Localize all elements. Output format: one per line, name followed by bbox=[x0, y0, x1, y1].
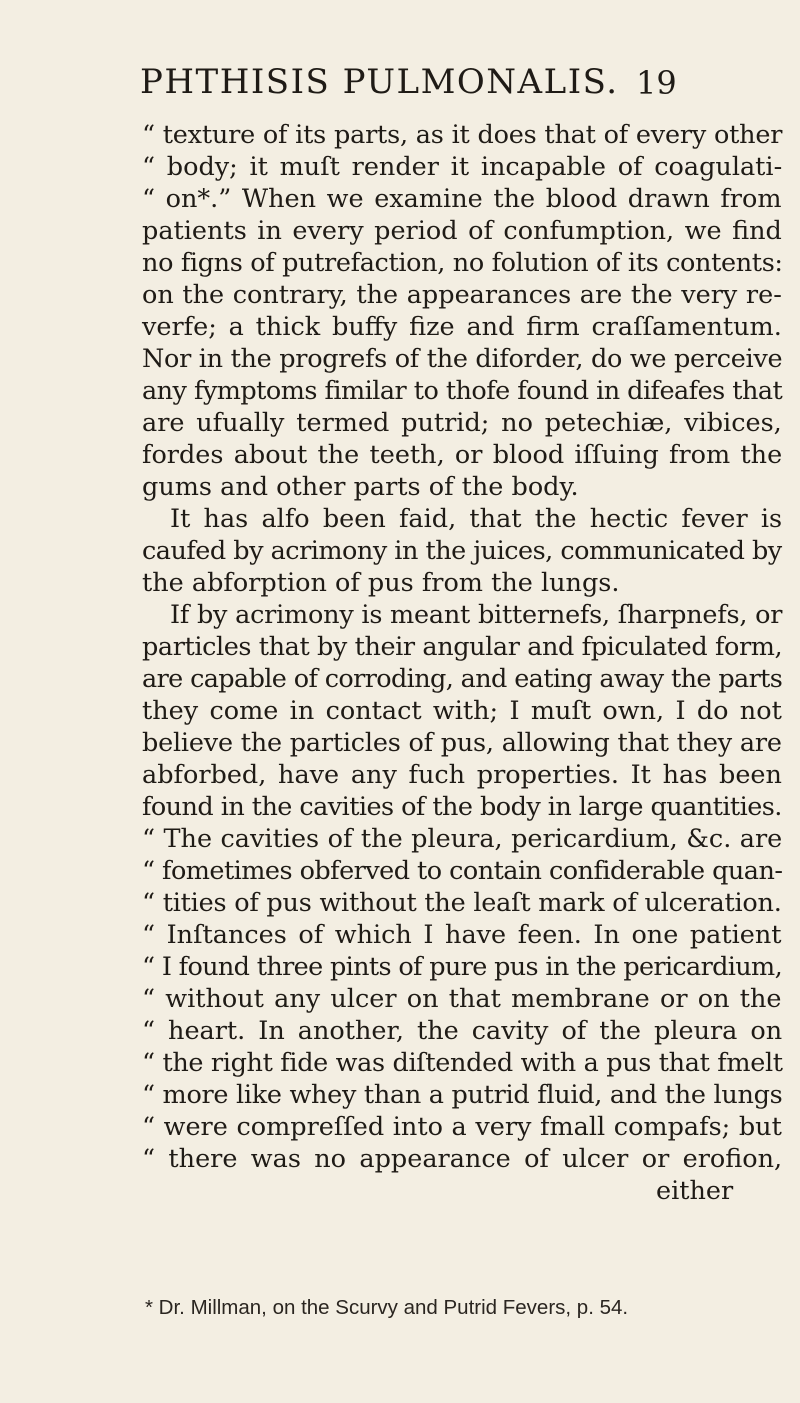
text-line: patients in every period of confumption, we find bbox=[142, 216, 782, 246]
text-line: found in the cavities of the body in large quantities. bbox=[142, 792, 782, 822]
text-line: It has alfo been faid, that the hectic fever is bbox=[170, 504, 783, 534]
text-line: “ there was no appearance of ulcer or erofion, bbox=[142, 1144, 783, 1174]
text-line: on the contrary, the appearances are the very re- bbox=[142, 280, 782, 310]
text-line: “ The cavities of the pleura, pericardium, &c. are bbox=[142, 824, 783, 854]
text-line: Nor in the progrefs of the diforder, do we perceive bbox=[142, 344, 783, 374]
text-line: “ were compreſſed into a very fmall compafs; but bbox=[142, 1112, 782, 1142]
text-line: “ fometimes obferved to contain confiderable quan- bbox=[142, 856, 783, 886]
text-line: “ Inſtances of which I have feen. In one patient bbox=[142, 920, 782, 950]
text-line: “ more like whey than a putrid fluid, and the lungs bbox=[142, 1080, 783, 1110]
text-line: “ tities of pus without the leaſt mark of ulceration. bbox=[142, 888, 782, 918]
text-line: “ texture of its parts, as it does that of every other bbox=[142, 120, 783, 150]
page-number: 19 bbox=[636, 64, 677, 102]
text-line: are capable of corroding, and eating away the parts bbox=[142, 664, 783, 694]
text-line: verfe; a thick buffy fize and firm craſſamentum. bbox=[142, 312, 782, 342]
text-line: “ heart. In another, the cavity of the pleura on bbox=[142, 1016, 783, 1046]
text-line: believe the particles of pus, allowing that they are bbox=[142, 728, 782, 758]
text-line: “ body; it muſt render it incapable of coagulati- bbox=[142, 152, 783, 182]
text-line: fordes about the teeth, or blood iſſuing from the bbox=[142, 440, 783, 470]
text-line: no figns of putrefaction, no folution of its contents: bbox=[142, 248, 783, 278]
text-line: abforbed, have any fuch properties. It has been bbox=[142, 760, 782, 790]
running-title: PHTHISIS PULMONALIS. bbox=[140, 62, 619, 102]
text-line: are ufually termed putrid; no petechiæ, vibices, bbox=[142, 408, 782, 438]
text-line: “ I found three pints of pure pus in the pericardium, bbox=[142, 952, 783, 982]
text-line: caufed by acrimony in the juices, communicated by bbox=[142, 536, 782, 566]
text-line: the abforption of pus from the lungs. bbox=[142, 568, 620, 598]
text-line: “ on*.” When we examine the blood drawn from bbox=[142, 184, 782, 214]
text-line: If by acrimony is meant bitternefs, ſharpnefs, or bbox=[170, 600, 783, 630]
text-line: gums and other parts of the body. bbox=[142, 472, 579, 502]
text-line: “ without any ulcer on that membrane or on the bbox=[142, 984, 782, 1014]
text-line: any fymptoms fimilar to thofe found in difeafes that bbox=[142, 376, 783, 406]
footnote: * Dr. Millman, on the Scurvy and Putrid Fevers, p. 54. bbox=[145, 1296, 629, 1319]
page-header bbox=[140, 62, 780, 108]
text-line: they come in contact with; I muſt own, I do not bbox=[142, 696, 782, 726]
catchword: either bbox=[656, 1176, 734, 1206]
text-line: “ the right fide was diſtended with a pus that fmelt bbox=[142, 1048, 783, 1078]
text-line: particles that by their angular and fpiculated form, bbox=[142, 632, 783, 662]
